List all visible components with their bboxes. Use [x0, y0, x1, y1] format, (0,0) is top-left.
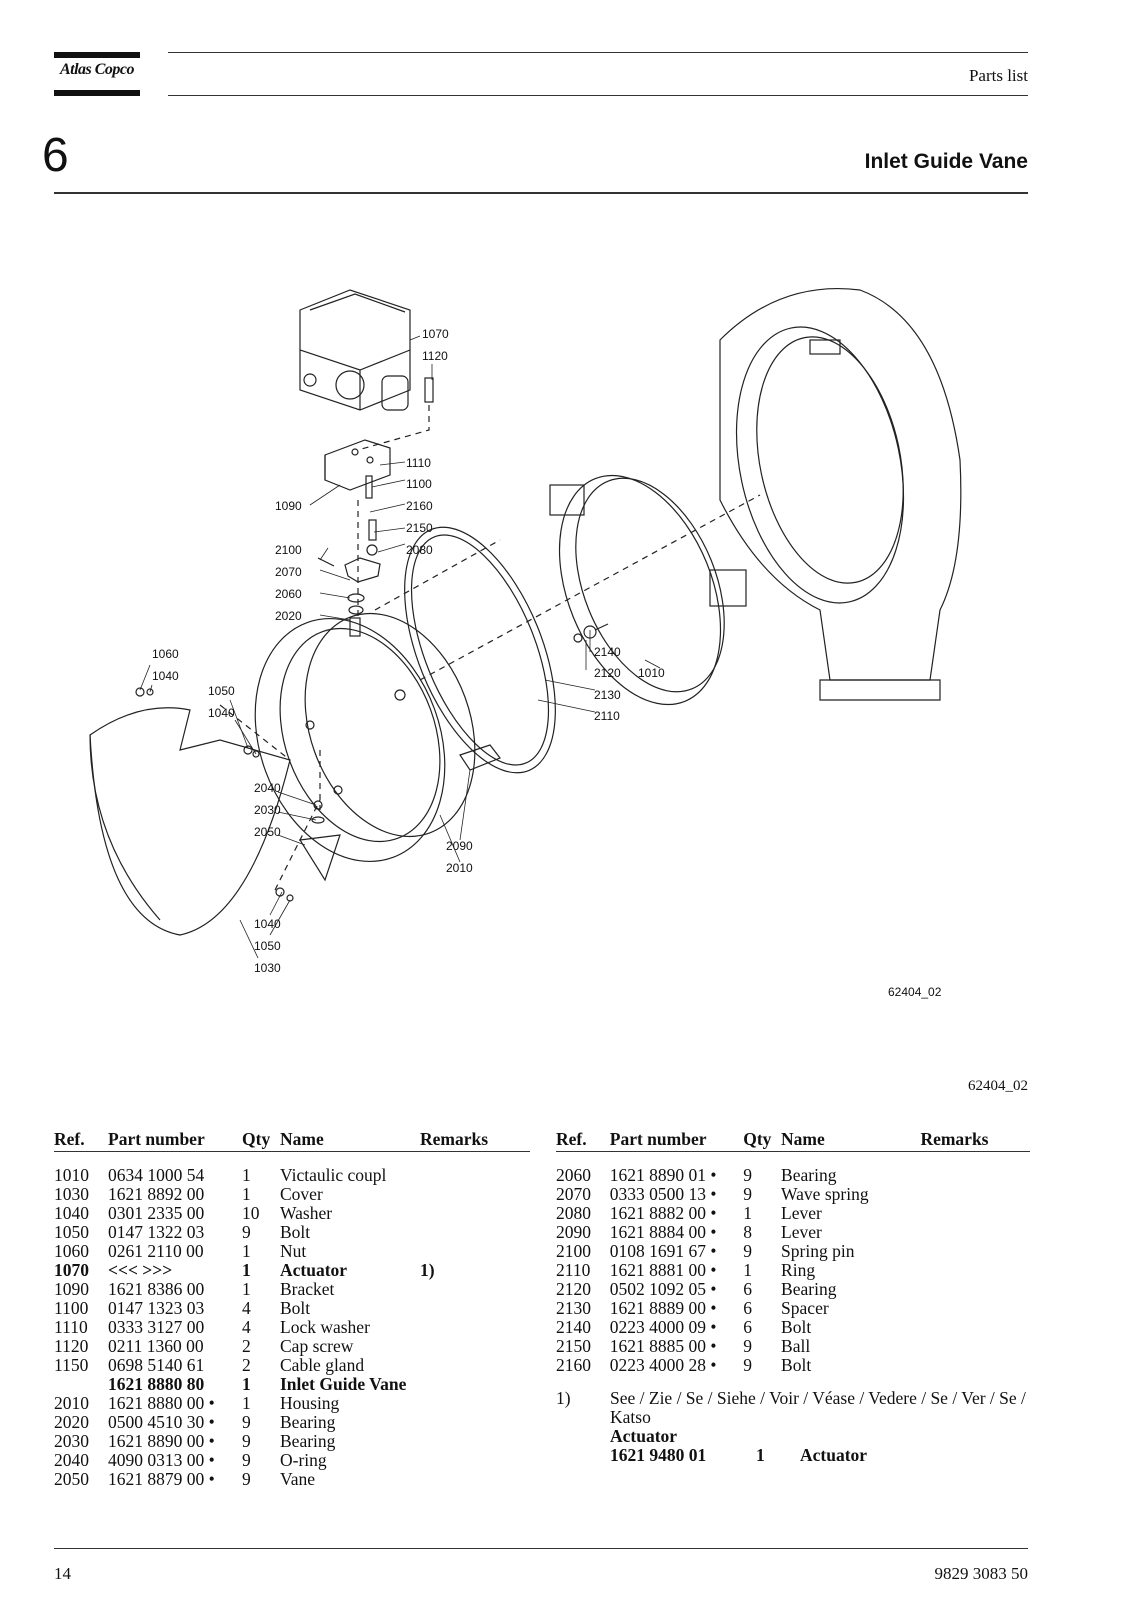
header-part-number: Part number [609, 1129, 707, 1149]
cell-qty: 9 [743, 1165, 752, 1185]
table-row [54, 1299, 530, 1318]
table-row [54, 1318, 530, 1337]
header-name: Name [280, 1129, 324, 1149]
callout-1040: 1040 [208, 706, 235, 720]
cell-name: Bolt [280, 1222, 311, 1242]
table-row [556, 1223, 1030, 1242]
cell-part-number: 1621 8879 00 • [108, 1469, 215, 1489]
callout-2160: 2160 [406, 499, 433, 513]
vane-drawing [300, 835, 340, 880]
footnote-part-line [610, 1446, 1030, 1465]
cell-remarks [420, 1280, 530, 1299]
callout-2080: 2080 [406, 543, 433, 557]
cell-name: Vane [280, 1469, 315, 1489]
table-row [54, 1413, 530, 1432]
callout-1120: 1120 [422, 349, 448, 363]
callout-2070: 2070 [275, 565, 302, 579]
cell-qty: 4 [242, 1317, 251, 1337]
cell-name: Nut [280, 1241, 307, 1261]
footnote-qty: 1 [756, 1445, 765, 1465]
cell-qty: 4 [242, 1298, 251, 1318]
cell-ref: 2060 [556, 1165, 591, 1185]
callout-2060: 2060 [275, 587, 302, 601]
cell-ref: 2080 [556, 1203, 591, 1223]
inlet-casing-drawing [713, 289, 961, 700]
cell-qty: 6 [743, 1279, 752, 1299]
cell-remarks [920, 1299, 1030, 1318]
callout-1100: 1100 [406, 477, 432, 491]
cell-name: Victaulic coupl [280, 1165, 387, 1185]
cell-remarks [420, 1470, 530, 1489]
cell-remarks [920, 1166, 1030, 1185]
parts-table-right [556, 1130, 1030, 1465]
cell-qty: 1 [242, 1279, 251, 1299]
cell-ref: 1040 [54, 1203, 89, 1223]
cell-name: O-ring [280, 1450, 327, 1470]
table-row [54, 1451, 530, 1470]
callout-2120: 2120 [594, 666, 621, 680]
cell-qty: 9 [743, 1336, 752, 1356]
cell-part-number: 0301 2335 00 [108, 1203, 205, 1223]
callout-2050: 2050 [254, 825, 281, 839]
figure-id-below: 62404_02 [968, 1078, 1028, 1094]
cell-ref: 2120 [556, 1279, 591, 1299]
cell-part-number: 1621 8885 00 • [609, 1336, 717, 1356]
callout-1040: 1040 [152, 669, 179, 683]
cell-qty: 2 [242, 1336, 251, 1356]
cell-remarks [420, 1299, 530, 1318]
callout-2150: 2150 [406, 521, 433, 535]
parts-rows-left [54, 1166, 530, 1489]
cell-part-number: 0223 4000 09 • [609, 1317, 717, 1337]
cell-part-number: 1621 8880 80 [108, 1374, 205, 1394]
cell-ref: 1150 [54, 1355, 89, 1375]
table-row [556, 1337, 1030, 1356]
cell-name: Bolt [781, 1355, 812, 1375]
chapter-title: Inlet Guide Vane [864, 150, 1028, 173]
table-row [556, 1280, 1030, 1299]
footnote-name: Actuator [800, 1445, 868, 1465]
cell-qty: 9 [242, 1431, 251, 1451]
cell-name: Bearing [280, 1431, 336, 1451]
cell-remarks [420, 1413, 530, 1432]
cell-name: Bracket [280, 1279, 335, 1299]
cell-part-number: 0698 5140 61 [108, 1355, 205, 1375]
table-row [54, 1185, 530, 1204]
cell-ref: 1050 [54, 1222, 89, 1242]
callout-2140: 2140 [594, 645, 621, 659]
cell-remarks [420, 1337, 530, 1356]
cell-part-number: 0108 1691 67 • [609, 1241, 717, 1261]
header-name: Name [781, 1129, 825, 1149]
cell-name: Bearing [280, 1412, 336, 1432]
parts-table-left [54, 1130, 530, 1489]
cell-name: Lock washer [280, 1317, 370, 1337]
figure-id-inside: 62404_02 [888, 985, 942, 999]
cell-remarks: 1) [420, 1260, 435, 1280]
cell-qty: 1 [743, 1260, 752, 1280]
cell-name: Cap screw [280, 1336, 354, 1356]
cell-remarks [420, 1318, 530, 1337]
table-row [556, 1204, 1030, 1223]
cell-remarks [420, 1242, 530, 1261]
table-row [54, 1337, 530, 1356]
cell-ref: 1010 [54, 1165, 89, 1185]
page-number: 14 [54, 1564, 71, 1583]
cell-qty: 6 [743, 1298, 752, 1318]
cell-part-number: 0261 2110 00 [108, 1241, 204, 1261]
table-row [54, 1242, 530, 1261]
table-row [54, 1356, 530, 1375]
cell-ref: 1030 [54, 1184, 89, 1204]
cell-name: Cover [280, 1184, 323, 1204]
cell-ref: 2030 [54, 1431, 89, 1451]
footnote-part-number: 1621 9480 01 [610, 1445, 707, 1465]
cell-name: Ring [781, 1260, 816, 1280]
cell-remarks [420, 1223, 530, 1242]
cell-name: Spacer [781, 1298, 829, 1318]
cell-ref: 1120 [54, 1336, 89, 1356]
footnote [556, 1389, 1030, 1465]
cell-part-number: 0223 4000 28 • [609, 1355, 717, 1375]
cell-qty: 9 [743, 1241, 752, 1261]
cell-remarks [920, 1223, 1030, 1242]
table-row [556, 1185, 1030, 1204]
logo-bar-top [54, 52, 140, 58]
header-rule-bottom [168, 95, 1028, 96]
table-row [54, 1280, 530, 1299]
cell-remarks [420, 1204, 530, 1223]
cell-ref: 1100 [54, 1298, 89, 1318]
cell-ref: 1070 [54, 1260, 89, 1280]
cell-ref: 2160 [556, 1355, 591, 1375]
table-row [556, 1318, 1030, 1337]
cell-remarks [420, 1166, 530, 1185]
cell-part-number: 0211 1360 00 [108, 1336, 204, 1356]
logo-bar-bottom [54, 90, 140, 96]
cell-ref: 2020 [54, 1412, 89, 1432]
header-label: Parts list [968, 66, 1028, 85]
cell-qty: 9 [743, 1184, 752, 1204]
cell-part-number: 4090 0313 00 • [108, 1450, 215, 1470]
header-remarks: Remarks [420, 1129, 489, 1149]
cell-name: Bearing [781, 1279, 837, 1299]
cell-remarks [420, 1356, 530, 1375]
footnote-text: See / Zie / Se / Siehe / Voir / Véase / Vedere / Se / Ver / Se / Katso [610, 1388, 1026, 1427]
callout-2100: 2100 [275, 543, 302, 557]
cell-qty: 1 [242, 1393, 251, 1413]
header-qty: Qty [242, 1129, 271, 1149]
cell-part-number: 0634 1000 54 [108, 1165, 205, 1185]
cell-remarks [420, 1451, 530, 1470]
cell-ref [54, 1375, 108, 1394]
cell-ref: 2090 [556, 1222, 591, 1242]
callout-2010: 2010 [446, 861, 473, 875]
callout-2020: 2020 [275, 609, 302, 623]
cell-ref: 2070 [556, 1184, 591, 1204]
cell-remarks [420, 1185, 530, 1204]
cell-name: Spring pin [781, 1241, 855, 1261]
table-row [556, 1299, 1030, 1318]
cell-remarks [920, 1261, 1030, 1280]
table-row [54, 1394, 530, 1413]
callout-1110: 1110 [406, 456, 431, 470]
cell-part-number: 1621 8880 00 • [108, 1393, 215, 1413]
cell-ref: 1110 [54, 1317, 88, 1337]
header-ref: Ref. [556, 1129, 587, 1149]
table-header [54, 1130, 530, 1152]
table-row [54, 1166, 530, 1185]
table-row [556, 1261, 1030, 1280]
table-row [54, 1375, 530, 1394]
footnote-body [610, 1389, 1030, 1465]
actuator-drawing [300, 290, 410, 410]
cell-remarks [420, 1432, 530, 1451]
cell-name: Wave spring [781, 1184, 869, 1204]
header-qty: Qty [743, 1129, 772, 1149]
cell-qty: 9 [743, 1355, 752, 1375]
footer-rule [54, 1548, 1028, 1549]
table-row [54, 1261, 530, 1280]
cell-qty: 1 [242, 1184, 251, 1204]
parts-rows-right [556, 1166, 1030, 1375]
cell-qty: 9 [242, 1450, 251, 1470]
callout-2110: 2110 [594, 709, 620, 723]
cell-ref: 2130 [556, 1298, 591, 1318]
cell-part-number: 0147 1322 03 [108, 1222, 205, 1242]
cell-part-number: 1621 8386 00 [108, 1279, 205, 1299]
callout-2040: 2040 [254, 781, 281, 795]
cell-part-number: 1621 8881 00 • [609, 1260, 717, 1280]
cell-qty: 2 [242, 1355, 251, 1375]
callout-1070: 1070 [422, 327, 449, 341]
table-row [556, 1166, 1030, 1185]
callout-2030: 2030 [254, 803, 281, 817]
cell-part-number: 1621 8884 00 • [609, 1222, 717, 1242]
footnote-mark: 1) [556, 1388, 571, 1408]
cell-part-number: 1621 8890 00 • [108, 1431, 215, 1451]
table-row [556, 1242, 1030, 1261]
cell-qty: 9 [242, 1469, 251, 1489]
table-row [54, 1204, 530, 1223]
exploded-view-svg [60, 280, 1020, 1040]
cell-name: Cable gland [280, 1355, 365, 1375]
cell-part-number: 1621 8892 00 [108, 1184, 205, 1204]
cell-part-number: 0333 0500 13 • [609, 1184, 717, 1204]
header-ref: Ref. [54, 1129, 85, 1149]
chapter-rule [54, 192, 1028, 194]
cell-remarks [420, 1394, 530, 1413]
cell-name: Bolt [280, 1298, 311, 1318]
cell-ref: 2110 [556, 1260, 591, 1280]
cell-ref: 2150 [556, 1336, 591, 1356]
cell-name: Bolt [781, 1317, 812, 1337]
cell-qty: 9 [242, 1222, 251, 1242]
callout-1090: 1090 [275, 499, 302, 513]
exploded-view-drawing [60, 280, 1020, 1040]
cell-part-number: 1621 8889 00 • [609, 1298, 717, 1318]
small-bolts-drawing [136, 624, 608, 901]
header-rule-top [168, 52, 1028, 53]
cell-name: Ball [781, 1336, 811, 1356]
callout-1010: 1010 [638, 666, 665, 680]
cell-name: Actuator [280, 1260, 348, 1280]
cell-name: Washer [280, 1203, 333, 1223]
table-header [556, 1130, 1030, 1152]
cell-name: Bearing [781, 1165, 837, 1185]
cell-qty: 1 [743, 1203, 752, 1223]
cell-qty: 1 [242, 1241, 251, 1261]
callout-2090: 2090 [446, 839, 473, 853]
cell-part-number: 1621 8882 00 • [609, 1203, 717, 1223]
callout-1060: 1060 [152, 647, 179, 661]
cell-name: Lever [781, 1203, 822, 1223]
header-part-number: Part number [108, 1129, 205, 1149]
callout-1050: 1050 [208, 684, 235, 698]
cell-qty: 6 [743, 1317, 752, 1337]
document-number: 9829 3083 50 [934, 1564, 1028, 1583]
cell-part-number: 1621 8890 01 • [609, 1165, 717, 1185]
cell-remarks [920, 1280, 1030, 1299]
cell-ref: 2040 [54, 1450, 89, 1470]
atlas-copco-logo [54, 52, 140, 96]
cell-part-number: 0333 3127 00 [108, 1317, 205, 1337]
cell-qty: 10 [242, 1203, 260, 1223]
footnote-title: Actuator [610, 1426, 678, 1446]
cell-qty: 1 [242, 1374, 251, 1394]
cell-ref: 2050 [54, 1469, 89, 1489]
cell-qty: 9 [242, 1412, 251, 1432]
cover-drawing [90, 708, 290, 935]
cell-remarks [920, 1337, 1030, 1356]
cell-remarks [420, 1375, 530, 1394]
cell-remarks [920, 1204, 1030, 1223]
callout-2130: 2130 [594, 688, 621, 702]
cell-name: Inlet Guide Vane [280, 1374, 407, 1394]
table-row [54, 1470, 530, 1489]
callout-1050: 1050 [254, 939, 281, 953]
header-remarks: Remarks [920, 1129, 989, 1149]
cell-ref: 1060 [54, 1241, 89, 1261]
cell-remarks [920, 1185, 1030, 1204]
cell-ref: 2100 [556, 1241, 591, 1261]
callout-1030: 1030 [254, 961, 281, 975]
cell-part-number: 0502 1092 05 • [609, 1279, 717, 1299]
cell-part-number: 0500 4510 30 • [108, 1412, 215, 1432]
cell-qty: 1 [242, 1165, 251, 1185]
cell-remarks [920, 1356, 1030, 1375]
cell-ref: 2140 [556, 1317, 591, 1337]
cell-ref: 1090 [54, 1279, 89, 1299]
table-row [54, 1223, 530, 1242]
cell-qty: 1 [242, 1260, 251, 1280]
cell-name: Housing [280, 1393, 340, 1413]
cell-qty: 8 [743, 1222, 752, 1242]
cell-part-number: 0147 1323 03 [108, 1298, 205, 1318]
callout-1040: 1040 [254, 917, 281, 931]
leader-lines [140, 336, 660, 958]
cell-part-number: <<< >>> [108, 1260, 173, 1280]
logo-brand-text: Atlas Copco [59, 61, 135, 78]
table-row [556, 1356, 1030, 1375]
cell-remarks [920, 1242, 1030, 1261]
cell-ref: 2010 [54, 1393, 89, 1413]
chapter-number: 6 [42, 129, 69, 182]
cell-remarks [920, 1318, 1030, 1337]
table-row [54, 1432, 530, 1451]
callout-labels [152, 327, 942, 999]
cell-name: Lever [781, 1222, 822, 1242]
